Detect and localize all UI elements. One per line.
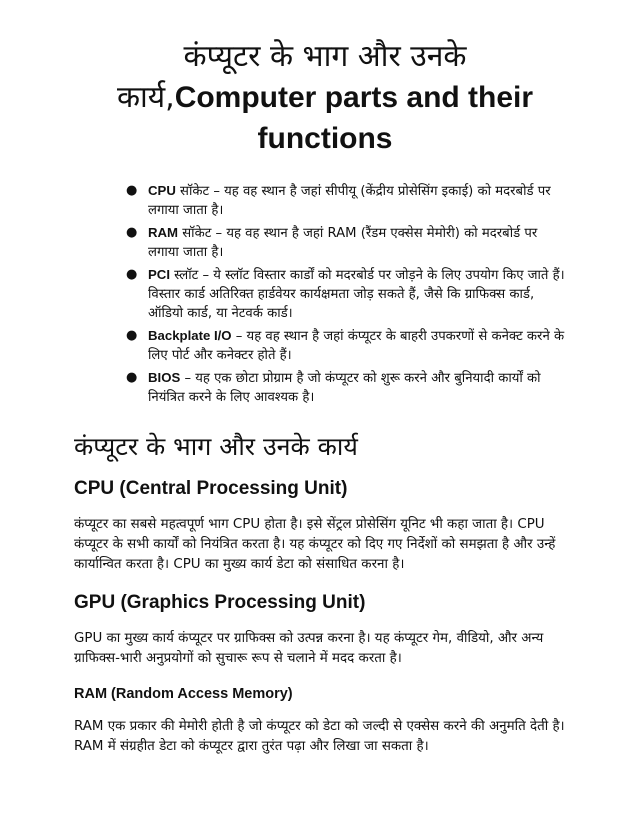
list-item-term: PCI [148,267,170,282]
cpu-paragraph: कंप्यूटर का सबसे महत्वपूर्ण भाग CPU होता है। इसे सेंट्रल प्रोसेसिंग यूनिट भी कहा जाता है। CPU कंप्यूटर के सभी कार्यों को नियंत्रित करता है। यह कंप्यूटर को दिए गए निर्देशों को समझता है और उन्हें कार्यान्वित करता है। CPU का मुख्य कार्य डेटा को संसाधित करना है। [74,517,556,572]
list-item-term: BIOS [148,370,181,385]
title-english-line3: functions [257,122,393,155]
list-item-text: – यह वह स्थान है जहां कंप्यूटर के बाहरी उपकरणों से कनेक्ट करने के लिए पोर्ट और कनेक्टर होते हैं। [148,329,565,363]
gpu-paragraph: GPU का मुख्य कार्य कंप्यूटर पर ग्राफिक्स को उत्पन्न करना है। यह कंप्यूटर गेम, वीडियो, और अन्य ग्राफिक्स-भारी अनुप्रयोगों को सुचारू रूप से चलाने में मदद करता है। [74,631,544,666]
motherboard-parts-list [74,181,576,407]
gpu-heading: GPU (Graphics Processing Unit) [74,592,366,613]
cpu-heading: CPU (Central Processing Unit) [74,478,348,499]
section-heading: कंप्यूटर के भाग और उनके कार्य [74,432,358,461]
title-hindi-line1: कंप्यूटर के भाग और उनके [183,39,467,74]
title-english-line2: Computer parts and their [174,81,534,114]
list-item [126,265,576,323]
document-title [74,36,576,159]
list-item [126,368,576,407]
list-item [126,223,576,262]
ram-paragraph: RAM एक प्रकार की मेमोरी होती है जो कंप्यूटर को डेटा को जल्दी से एक्सेस करने की अनुमति देती है। RAM में संग्रहीत डेटा को कंप्यूटर द्वारा तुरंत पढ़ा और लिखा जा सकता है। [74,719,565,754]
list-item-text: स्लॉट – ये स्लॉट विस्तार कार्डों को मदरबोर्ड पर जोड़ने के लिए उपयोग किए जाते हैं। विस्तार कार्ड अतिरिक्त हार्डवेयर कार्यक्षमता जोड़ सकते हैं, जैसे कि ग्राफिक्स कार्ड, ऑडियो कार्ड, या नेटवर्क कार्ड। [148,268,565,321]
title-hindi-line2: कार्य, [116,80,175,115]
list-item-term: RAM [148,225,179,240]
bullet-icon: ● [126,370,138,385]
list-item [126,326,576,365]
list-item-text: सॉकेट – यह वह स्थान है जहां सीपीयू (केंद्रीय प्रोसेसिंग इकाई) को मदरबोर्ड पर लगाया जाता है। [148,184,551,218]
bullet-icon: ● [126,225,138,240]
list-item-term: Backplate I/O [148,328,232,343]
bullet-icon: ● [126,267,138,282]
list-item [126,181,576,220]
bullet-icon: ● [126,328,138,343]
ram-heading: RAM (Random Access Memory) [74,686,293,702]
bullet-icon: ● [126,183,138,198]
list-item-text: सॉकेट – यह वह स्थान है जहां RAM (रैंडम एक्सेस मेमोरी) को मदरबोर्ड पर लगाया जाता है। [148,226,538,260]
list-item-term: CPU [148,183,176,198]
list-item-text: – यह एक छोटा प्रोग्राम है जो कंप्यूटर को शुरू करने और बुनियादी कार्यों को नियंत्रित करने के लिए आवश्यक है। [148,371,541,405]
